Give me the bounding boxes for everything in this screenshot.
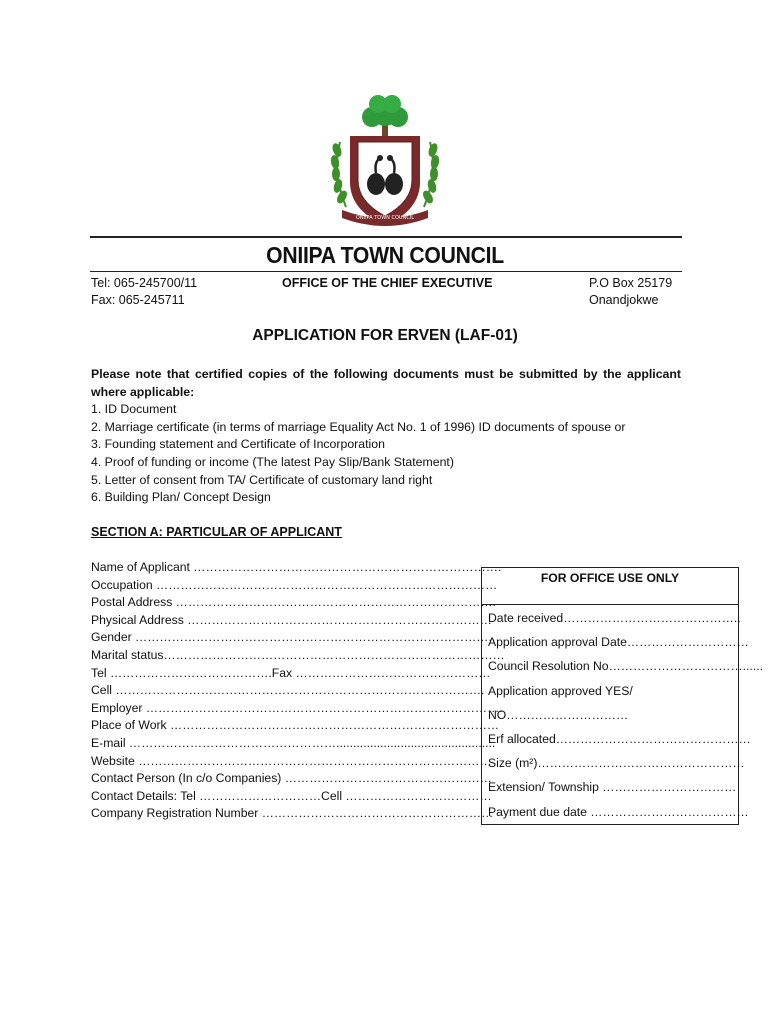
office-payment-due-date[interactable]: Payment due date …………………………………	[488, 804, 749, 819]
field-cell[interactable]: Cell ……………………………………………………………………………….	[91, 683, 485, 698]
office-council-resolution[interactable]: Council Resolution No……………………………......	[488, 659, 763, 674]
field-place-of-work[interactable]: Place of Work ………………………………………………………………………	[91, 718, 500, 733]
field-contact-person[interactable]: Contact Person (In c/o Companies) ……………………………………………	[91, 771, 492, 786]
field-employer[interactable]: Employer …………………………………………………………………………….	[91, 700, 503, 715]
document-item: 4. Proof of funding or income (The latest Pay Slip/Bank Statement)	[91, 454, 454, 469]
office-size[interactable]: Size (m²)……………………………………………	[488, 756, 745, 771]
logo-lettering: ONIIPA TOWN COUNCIL	[355, 215, 415, 221]
contact-phone-block	[91, 275, 197, 309]
applicant-fields	[91, 559, 505, 823]
tree-icon	[362, 95, 408, 138]
office-use-box	[481, 567, 763, 825]
field-marital-status[interactable]: Marital status…………………………………………………………………………	[91, 647, 505, 662]
notice-intro: Please note that certified copies of the following documents must be submitted by the applicant where applicable:	[91, 367, 681, 399]
field-occupation[interactable]: Occupation …………………………………………………………………………	[91, 577, 498, 592]
field-name-of-applicant[interactable]: Name of Applicant ………………………………………………………………….	[91, 560, 502, 574]
laurel-right-icon	[422, 142, 439, 207]
field-tel-fax[interactable]: Tel ………………………………….Fax …………………………………………	[91, 665, 491, 680]
office-extension-township[interactable]: Extension/ Township ……………………………	[488, 780, 737, 795]
form-title: APPLICATION FOR ERVEN (LAF-01)	[252, 327, 518, 344]
council-name: ONIIPA TOWN COUNCIL	[266, 242, 504, 268]
field-website[interactable]: Website ……………………………………………………………………………	[91, 753, 492, 768]
office-name: OFFICE OF THE CHIEF EXECUTIVE	[282, 276, 493, 290]
council-crest-logo	[328, 92, 442, 232]
document-item: 6. Building Plan/ Concept Design	[91, 490, 271, 505]
office-erf-allocated[interactable]: Erf allocated…………………………………………	[488, 732, 751, 747]
field-gender[interactable]: Gender ……………………………………………………………………………..	[91, 630, 496, 645]
document-item: 3. Founding statement and Certificate of Incorporation	[91, 437, 385, 452]
header-rule-top	[90, 236, 682, 238]
office-use-divider	[482, 604, 738, 605]
section-a-title: SECTION A: PARTICULAR OF APPLICANT	[91, 525, 342, 539]
documents-notice	[91, 366, 681, 507]
field-postal-address[interactable]: Postal Address …………………………………………………………………….	[91, 595, 496, 610]
po-box: P.O Box 25179	[589, 276, 673, 290]
office-approval-date[interactable]: Application approval Date…………………………	[488, 635, 749, 650]
field-physical-address[interactable]: Physical Address …………………………………………………………………	[91, 612, 492, 627]
field-contact-details[interactable]: Contact Details: Tel …………………………Cell ………………………………	[91, 788, 492, 803]
document-item: 1. ID Document	[91, 402, 177, 417]
office-approved-yes[interactable]: Application approved YES/	[488, 683, 633, 698]
fax-number: Fax: 065-245711	[91, 293, 185, 307]
field-company-registration[interactable]: Company Registration Number …………………………………………………	[91, 806, 494, 821]
header-rule-bottom	[90, 271, 682, 272]
town-name: Onandjokwe	[589, 293, 659, 307]
office-use-title: FOR OFFICE USE ONLY	[540, 571, 680, 585]
document-item: 5. Letter of consent from TA/ Certificate of customary land right	[91, 472, 433, 487]
tel-number: Tel: 065-245700/11	[91, 276, 198, 290]
office-approved-no[interactable]: NO…………………………	[488, 707, 629, 722]
office-date-received[interactable]: Date received……………………………………..	[488, 611, 741, 625]
laurel-left-icon	[331, 142, 348, 207]
office-use-items	[488, 606, 763, 824]
document-item: 2. Marriage certificate (in terms of marriage Equality Act No. 1 of 1996) ID documents of spouse or	[91, 419, 626, 434]
postal-address-block	[589, 275, 672, 309]
field-email[interactable]: E-mail ……………………………………………...............................................	[91, 735, 496, 750]
